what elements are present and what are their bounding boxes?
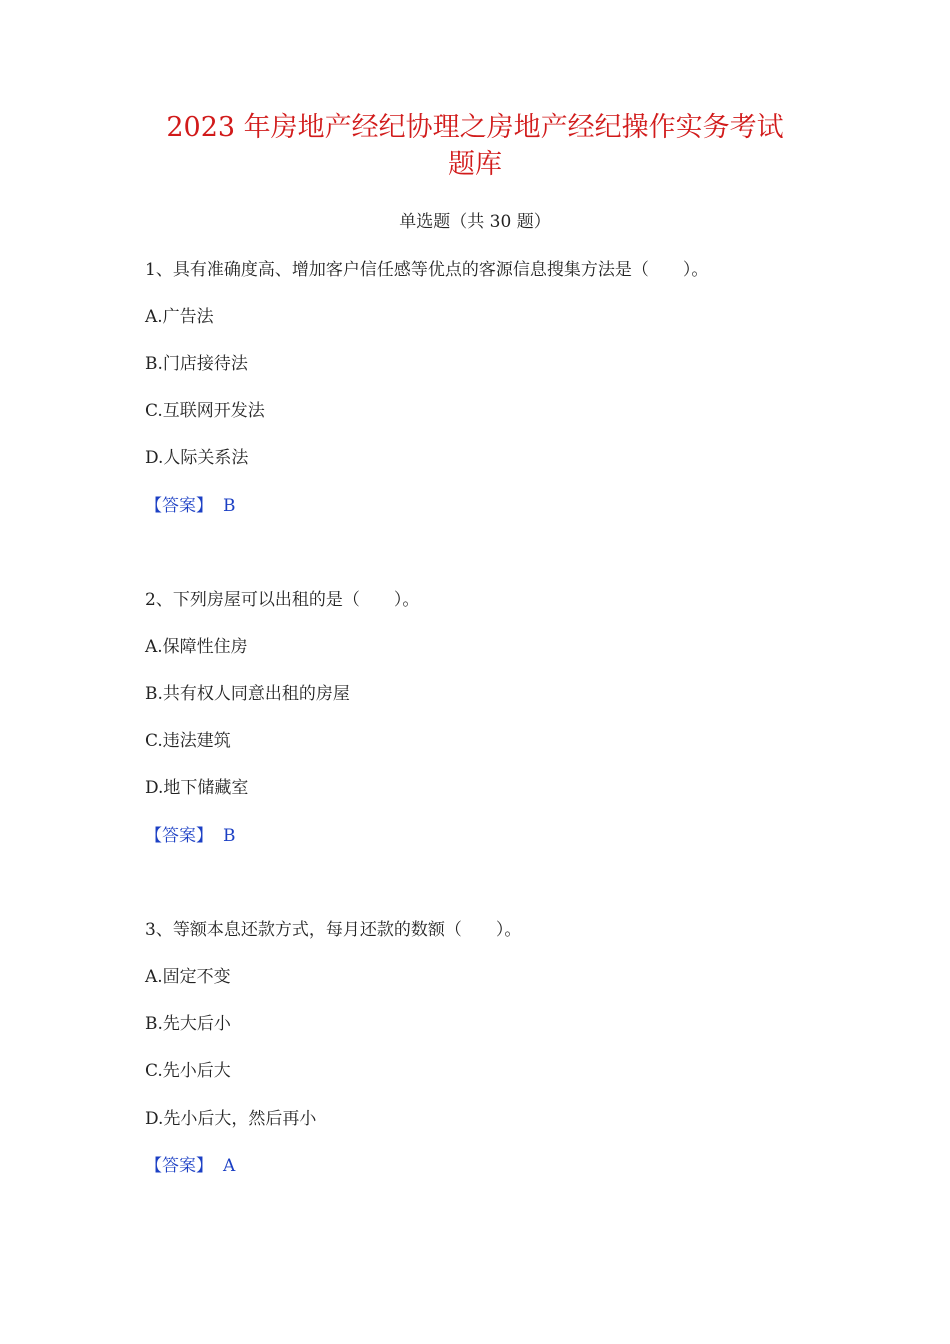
title-line-1: 2023 年房地产经纪协理之房地产经纪操作实务考试 bbox=[166, 112, 784, 143]
question-3-stem: 3、等额本息还款方式，每月还款的数额（ ）。 bbox=[145, 920, 522, 940]
title-line-2: 题库 bbox=[448, 149, 502, 180]
question-2-option-b: B.共有权人同意出租的房屋 bbox=[145, 684, 350, 704]
question-1-stem: 1、具有准确度高、增加客户信任感等优点的客源信息搜集方法是（ ）。 bbox=[145, 260, 709, 280]
question-3-option-c: C.先小后大 bbox=[145, 1061, 231, 1081]
question-2-option-c: C.违法建筑 bbox=[145, 731, 231, 751]
answer-label: 【答案】 bbox=[145, 496, 213, 516]
question-3-option-a: A.固定不变 bbox=[145, 967, 231, 987]
question-2-answer bbox=[145, 824, 236, 848]
question-3-answer bbox=[145, 1154, 235, 1178]
answer-value: B bbox=[223, 496, 236, 516]
document-title bbox=[0, 109, 950, 183]
question-2-stem: 2、下列房屋可以出租的是（ ）。 bbox=[145, 590, 420, 610]
question-2-option-d: D.地下储藏室 bbox=[145, 778, 249, 798]
question-2-option-a: A.保障性住房 bbox=[145, 637, 248, 657]
section-heading: 单选题（共 30 题） bbox=[399, 212, 551, 232]
question-1-option-b: B.门店接待法 bbox=[145, 354, 248, 374]
question-1-option-a: A.广告法 bbox=[145, 307, 214, 327]
answer-label: 【答案】 bbox=[145, 1156, 213, 1176]
question-3-option-d: D.先小后大，然后再小 bbox=[145, 1109, 317, 1129]
question-1-option-c: C.互联网开发法 bbox=[145, 401, 265, 421]
answer-value: A bbox=[223, 1156, 236, 1176]
question-1-option-d: D.人际关系法 bbox=[145, 448, 249, 468]
question-1-answer bbox=[145, 494, 236, 518]
question-3-option-b: B.先大后小 bbox=[145, 1014, 231, 1034]
answer-label: 【答案】 bbox=[145, 826, 213, 846]
answer-value: B bbox=[223, 826, 236, 846]
